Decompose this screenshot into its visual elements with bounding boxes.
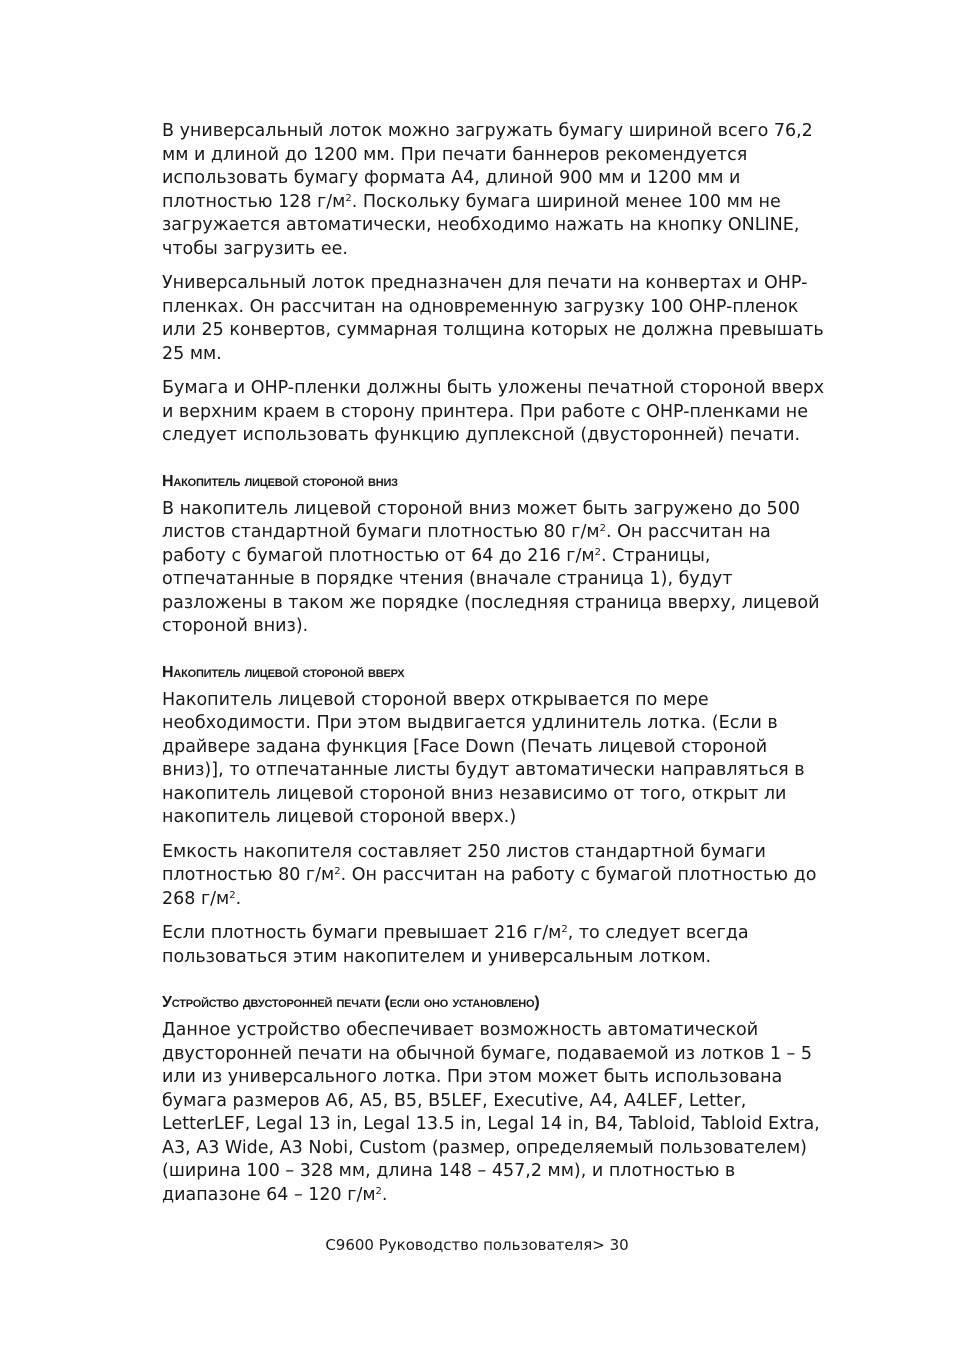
- heading-duplex-unit: Устройство двусторонней печати (если оно установлено): [162, 994, 540, 1011]
- text-run: Емкость накопителя составляет 250 листов стандартной бумаги плотностью 80 г/м: [162, 841, 766, 885]
- text-run: Если плотность бумаги превышает 216 г/м: [162, 923, 562, 943]
- page-footer: C9600 Руководство пользователя> 30: [325, 1236, 629, 1254]
- text-run: . Он рассчитан на работу с бумагой плотностью от 64 до 216 г/м: [162, 522, 771, 566]
- superscript: 2: [599, 523, 606, 534]
- superscript: 2: [229, 889, 236, 901]
- paragraph-face-up: Накопитель лицевой стороной вверх открывается по мере необходимости. При этом выдвигается удлинитель лотка. (Если в драйвере задана функция [Face Down (Печать лицевой стороной вниз)], то отпечатанные листы будут автоматически направляться в накопитель лицевой стороной вниз независимо от того, открыт ли накопитель лицевой стороной вверх.): [162, 689, 805, 827]
- page-content: [162, 120, 834, 1218]
- text-run: .: [235, 888, 242, 909]
- superscript: 2: [375, 1185, 382, 1197]
- text-run: . Страницы, отпечатанные в порядке чтения (вначале страница 1), будут разложены в таком же порядке (последняя страница вверху, лицевой стороной вниз).: [162, 545, 820, 636]
- superscript: 2: [345, 192, 352, 204]
- paragraph-capacity: [162, 841, 834, 912]
- text-run: . Поскольку бумага шириной менее 100 мм не загружается автоматически, необходимо нажать на кнопку ONLINE, чтобы загрузить ее.: [162, 191, 800, 259]
- paragraph-duplex: [162, 1019, 834, 1207]
- text-run: В накопитель лицевой стороной вниз может быть загружено до 500 листов стандартной бумаги плотностью 80 г/м: [162, 498, 801, 542]
- paragraph-heavy-paper: [162, 922, 834, 969]
- heading-face-up-stacker: Накопитель лицевой стороной вверх: [162, 663, 405, 681]
- superscript: 2: [334, 866, 341, 877]
- text-run: , то следует всегда пользоваться этим накопителем и универсальным лотком.: [162, 923, 749, 967]
- text-run: Данное устройство обеспечивает возможность автоматической двусторонней печати на обычной бумаге, подаваемой из лотков 1 – 5 или из универсального лотка. При этом может быть использована бумага размеров A6, A5, B5, B5LEF, Executive, A4, A4LEF, Letter, LetterLEF, Legal 13 in, Legal 13.5 in, Legal 14 in, B4, Tabloid, Tabloid Extra, A3, A3 Wide, A3 Nobi, Custom (размер, определяемый пользователем) (ширина 100 – 328 мм, длина 148 – 457,2 мм), и плотностью в диапазоне 64 – 120 г/м: [162, 1020, 820, 1205]
- paragraph-banner-paper: [162, 120, 834, 261]
- text-run: .: [381, 1184, 388, 1205]
- paragraph-face-down: [162, 498, 834, 639]
- superscript: 2: [561, 924, 568, 935]
- paragraph-envelopes: Универсальный лоток предназначен для печати на конвертах и OHP-пленках. Он рассчитан на одновременную загрузку 100 OHP-пленок или 25 конвертов, суммарная толщина которых не должна превышать 25 мм.: [162, 273, 824, 364]
- text-run: В универсальный лоток можно загружать бумагу шириной всего 76,2 мм и длиной до 1200 мм. При печати баннеров рекомендуется использовать бумагу формата А4, длиной 900 мм и 1200 мм и плотностью 128 г/м: [162, 121, 813, 212]
- paragraph-ohp-films: Бумага и OHP-пленки должны быть уложены печатной стороной вверх и верхним краем в сторону принтера. При работе с OHP-пленками не следует использовать функцию дуплексной (двусторонней) печати.: [162, 378, 825, 445]
- text-run: . Он рассчитан на работу с бумагой плотностью до 268 г/м: [162, 865, 817, 909]
- superscript: 2: [594, 546, 601, 558]
- heading-face-down-stacker: Накопитель лицевой стороной вниз: [162, 472, 398, 490]
